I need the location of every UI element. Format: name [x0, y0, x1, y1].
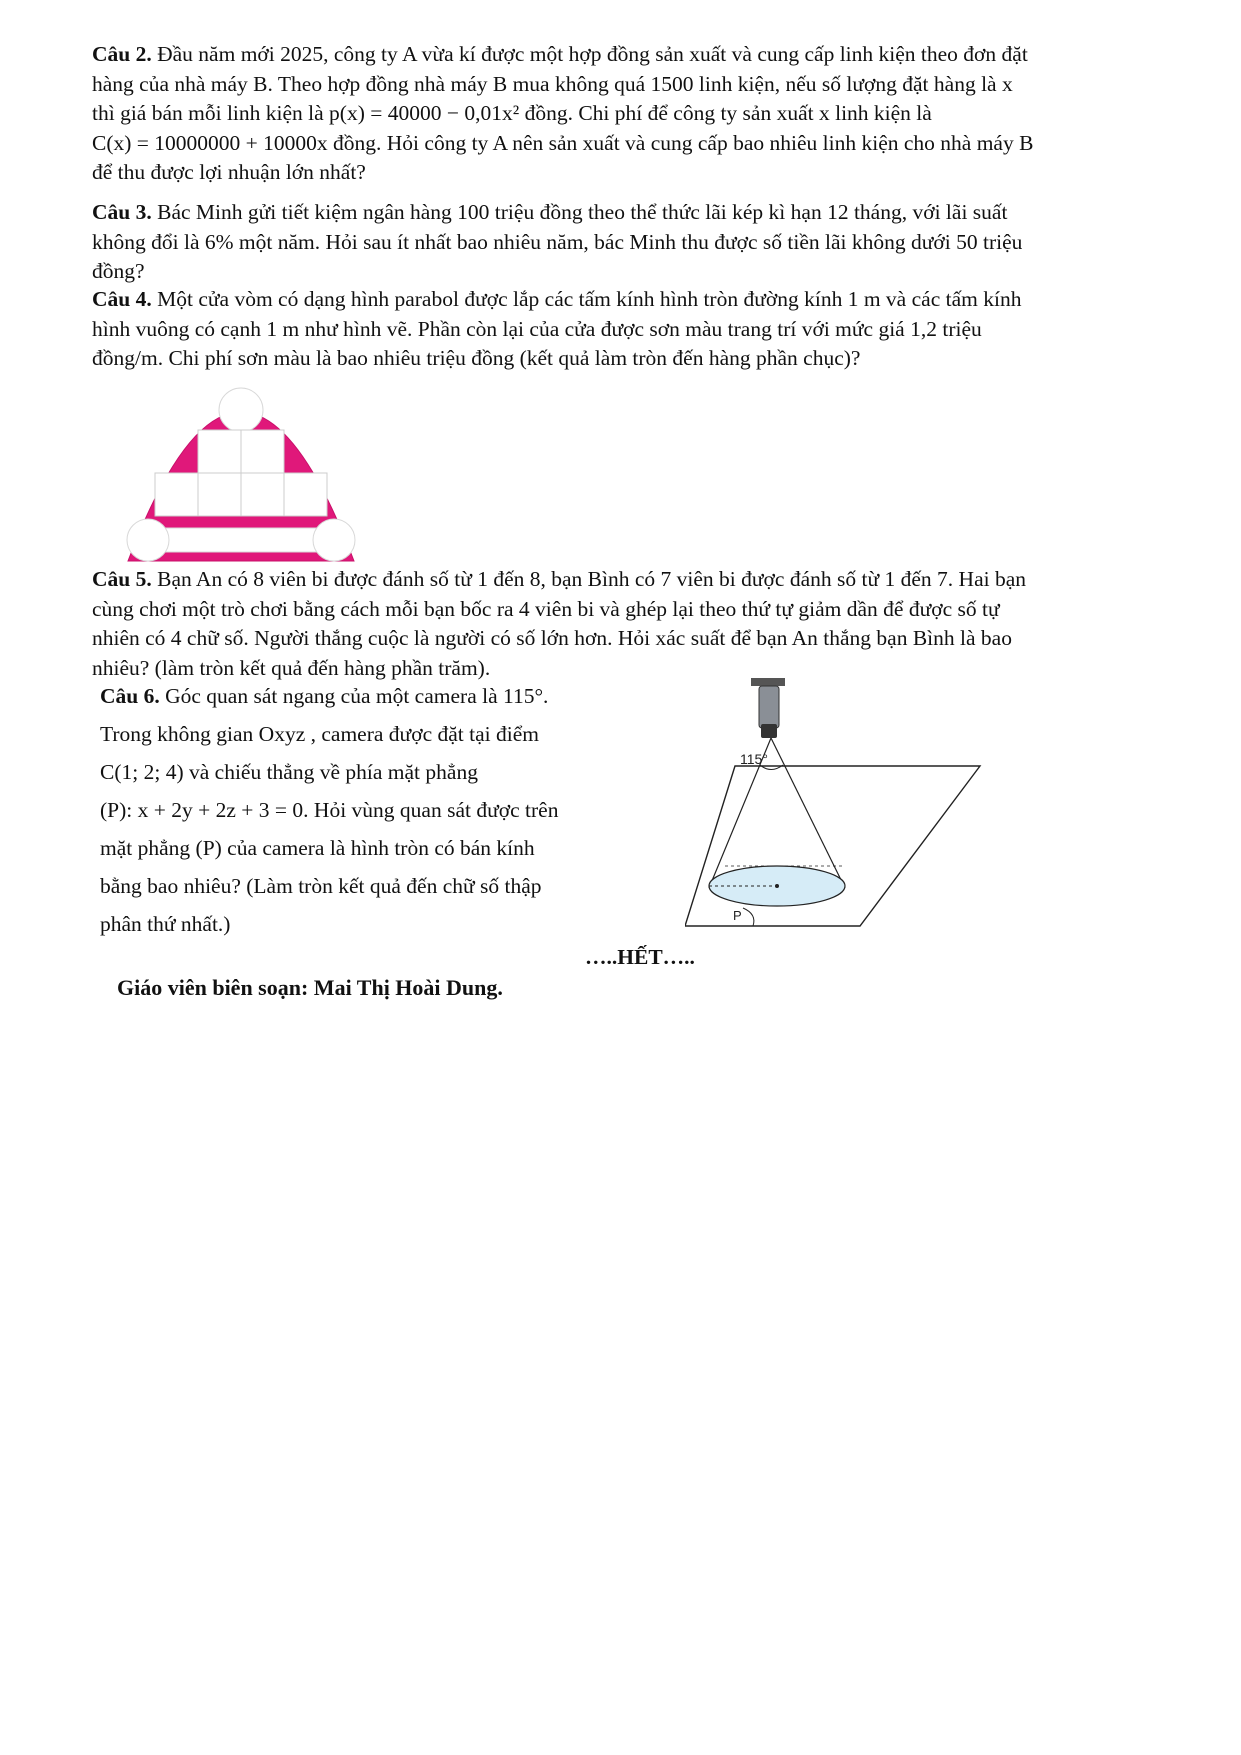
square-pane-bottom-3 [241, 473, 284, 516]
square-pane-top-right [241, 430, 284, 473]
camera-mount [751, 678, 785, 686]
question-4-line-1: Câu 4. Một cửa vòm có dạng hình parabol được lắp các tấm kính hình tròn đường kính 1 m và các tấm kính [92, 287, 1022, 311]
question-3-line-2: không đổi là 6% một năm. Hỏi sau ít nhất bao nhiêu năm, bác Minh thu được số tiền lãi không dưới 50 triệu [92, 229, 1023, 254]
question-6 [100, 677, 660, 943]
camera-cone-figure [685, 676, 985, 936]
question-6-line-2: Trong không gian Oxyz , camera được đặt tại điểm [100, 722, 539, 746]
square-pane-top-left [198, 430, 241, 473]
parabolic-arch-figure [126, 378, 356, 563]
question-6-heading: Câu 6. [100, 684, 160, 708]
bottom-bar-pane [154, 528, 328, 552]
question-3-heading: Câu 3. [92, 200, 152, 224]
question-6-line-5: mặt phẳng (P) của camera là hình tròn có bán kính [100, 836, 535, 860]
question-3-line-3: đồng? [92, 259, 145, 283]
question-3-line-1: Câu 3. Bác Minh gửi tiết kiệm ngân hàng 100 triệu đồng theo thể thức lãi kép kì hạn 12 tháng, với lãi suất [92, 200, 1008, 224]
square-pane-bottom-2 [198, 473, 241, 516]
camera-body [759, 686, 779, 728]
question-2 [92, 40, 1192, 188]
question-3 [92, 198, 1192, 287]
question-2-heading: Câu 2. [92, 42, 152, 66]
question-4-line-2: hình vuông có cạnh 1 m như hình vẽ. Phần còn lại của cửa được sơn màu trang trí với mức giá 1,2 triệu [92, 316, 982, 341]
angle-label: 115° [740, 751, 768, 767]
question-5-line-4: nhiêu? (làm tròn kết quả đến hàng phần trăm). [92, 655, 491, 680]
question-6-line-4: (P): x + 2y + 2z + 3 = 0. Hỏi vùng quan sát được trên [100, 798, 559, 822]
end-mark: …..HẾT….. [585, 945, 695, 969]
question-2-line-4: C(x) = 10000000 + 10000x đồng. Hỏi công ty A nên sản xuất và cung cấp bao nhiêu linh kiện cho nhà máy B [92, 130, 1034, 155]
question-2-line-3: thì giá bán mỗi linh kiện là p(x) = 40000 − 0,01x² đồng. Chi phí để công ty sản xuất x linh kiện là [92, 101, 932, 125]
question-5-line-2: cùng chơi một trò chơi bằng cách mỗi bạn bốc ra 4 viên bi và ghép lại theo thứ tự giảm dần để được số tự [92, 596, 1000, 621]
question-2-line-1: Câu 2. Đầu năm mới 2025, công ty A vừa kí được một hợp đồng sản xuất và cung cấp linh kiện theo đơn đặt [92, 42, 1028, 66]
question-6-line-3: C(1; 2; 4) và chiếu thẳng về phía mặt phẳng [100, 760, 478, 784]
question-4 [92, 285, 1192, 374]
author-credit: Giáo viên biên soạn: Mai Thị Hoài Dung. [117, 975, 503, 1000]
question-4-line-3: đồng/m. Chi phí sơn màu là bao nhiêu triệu đồng (kết quả làm tròn đến hàng phần chục)? [92, 346, 861, 370]
question-2-line-5: để thu được lợi nhuận lớn nhất? [92, 160, 366, 184]
question-4-heading: Câu 4. [92, 287, 152, 311]
camera-lens [761, 724, 777, 738]
question-5-line-3: nhiên có 4 chữ số. Người thắng cuộc là người có số lớn hơn. Hỏi xác suất để bạn An thắng bạn Bình là bao [92, 626, 1012, 650]
square-pane-bottom-1 [155, 473, 198, 516]
bottom-left-circle-pane [127, 519, 169, 561]
plane-label: P [733, 908, 742, 923]
question-6-line-7: phân thứ nhất.) [100, 912, 231, 936]
bottom-right-circle-pane [313, 519, 355, 561]
square-pane-bottom-4 [284, 473, 327, 516]
question-5-line-1: Câu 5. Bạn An có 8 viên bi được đánh số từ 1 đến 8, bạn Bình có 7 viên bi được đánh số từ 1 đến 7. Hai bạn [92, 567, 1027, 591]
center-point [775, 884, 779, 888]
top-circle-pane [219, 388, 263, 432]
plane-p [685, 766, 980, 926]
question-6-line-1: Câu 6. Góc quan sát ngang của một camera là 115°. [100, 684, 549, 708]
question-5 [92, 565, 1192, 683]
question-2-line-2: hàng của nhà máy B. Theo hợp đồng nhà máy B mua không quá 1500 linh kiện, nếu số lượng đặt hàng là x [92, 71, 1013, 96]
question-6-line-6: bằng bao nhiêu? (Làm tròn kết quả đến chữ số thập [100, 874, 542, 898]
question-5-heading: Câu 5. [92, 567, 152, 591]
